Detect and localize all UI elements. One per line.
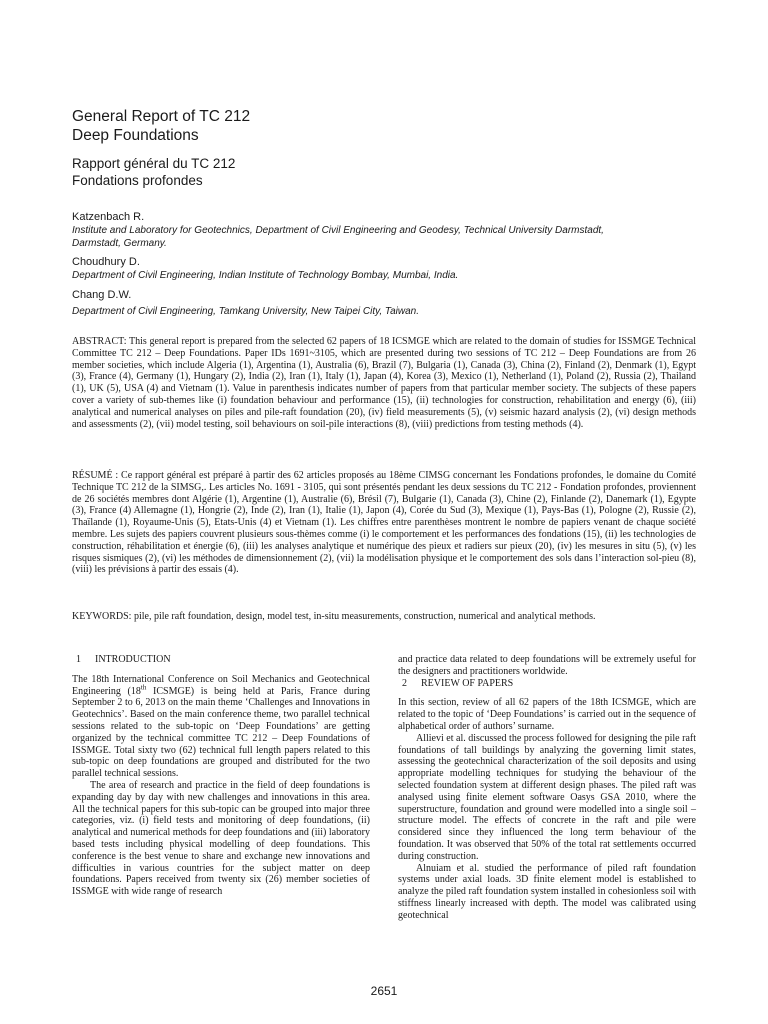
resume: RÉSUMÉ : Ce rapport général est préparé à partir des 62 articles proposés au 18ème CIMSG concernant les Fondations profondes, le domaine du Comité Technique TC 212 de la SIMSG,. Les articles No. 1691 - 3105, qui sont présentés pendant les deux sessions du TC 212 - Fondation profondes, proviennent de 26 sociétés membres dont Algérie (1), Argentine (1), Australie (6), Brésil (7), Bulgarie (1), Canada (3), Chine (2), Finlande (2), Danemark (1), Egypte (3), France (4) Allemagne (1), Hongrie (2), Inde (2), Iran (1), Italie (1), Japon (4), Corée du Sud (3), Mexique (1), Pays-Bas (1), Pologne (2), Russie (2), Thaïlande (1), Royaume-Unis (5), Etats-Unis (4) et Vietnam (1). Les chiffres entre parenthèses montrent le nombre de papiers venant de chaque société membre. Les sujets des papiers couvrent plusieurs sous-thèmes comme (i) le comportement et les performances des fondations (15), (ii) les technologies de construction, réhabilitation et énergie (6), (iii) les analyses analytique et numérique des pieux et radiers sur pieux (20), (iv) les mesures in situ (5), (v) les risques sismiques (2), (vi) les méthodes de dimensionnement (2), (vii) la modélisation physique et le comportement des sols dans l’interaction sol-pieu (8), (viii) les prévisions à partir des essais (4).	[72, 470, 696, 576]
author-affiliation: Department of Civil Engineering, Indian Institute of Technology Bombay, Mumbai, India.	[72, 270, 459, 281]
author-block-2	[72, 256, 712, 282]
right-column	[398, 654, 696, 922]
section-title: INTRODUCTION	[95, 654, 171, 665]
author-block-3	[72, 289, 712, 318]
section-heading-introduction	[72, 654, 370, 666]
section-heading-review	[398, 678, 696, 690]
section-number: 1	[76, 654, 81, 665]
author-name: Katzenbach R.	[72, 211, 145, 223]
page-number: 2651	[370, 984, 398, 998]
abstract: ABSTRACT: This general report is prepared from the selected 62 papers of 18 ICSMGE which are related to the domain of studies for ISSMGE Technical Committee TC 212 – Deep Foundations. Paper IDs 1691~3105, which are presented during two sessions of TC 212 – Deep Foundations are from 26 member societies, which include Algeria (1), Argentina (1), Australia (6), Brazil (7), Bulgaria (1), Canada (3), China (2), Finland (2), Denmark (1), Egypt (3), France (4), Germany (1), Hungary (2), India (2), Iran (1), Italy (1), Japan (4), Korea (3), Mexico (1), Netherland (1), Poland (2), Russia (2), Thailand (1), UK (5), USA (4) and Vietnam (1). Value in parenthesis indicates number of papers from that particular member society. The subjects of these papers cover a variety of sub-themes like (i) foundation behaviour and performance (15), (ii) technologies for construction, rehabilitation and energy (6), (iii) analytical and numerical analyses on piles and pile-raft foundation (20), (iv) field measurements (5), (v) seismic hazard analysis (2), (vi) design methods and assessments (2), (vii) model testing, soil behaviours on soil-pile interactions (8), (viii) predictions from testing methods (4).	[72, 336, 696, 430]
paper-title	[72, 107, 250, 145]
review-paragraph-1: In this section, review of all 62 papers of the 18th ICSMGE, which are related to the topic of ‘Deep Foundations’ is carried out in the sequence of alphabetical order of authors’ surname.	[398, 697, 696, 732]
keywords: KEYWORDS: pile, pile raft foundation, design, model test, in-situ measurements, construction, numerical and analytical methods.	[72, 611, 596, 622]
author-name: Chang D.W.	[72, 289, 132, 301]
author-affiliation: Institute and Laboratory for Geotechnics, Department of Civil Engineering and Geodesy, Technical University Darmstadt, Darmstadt, Germany.	[72, 225, 604, 249]
title-line-2: Deep Foundations	[72, 127, 199, 144]
left-column	[72, 654, 370, 898]
review-paragraph-allievi: Allievi et al. discussed the process followed for designing the pile raft foundations of tall buildings by analyzing the governing limit states, assessing the geotechnical characterization of the soil deposits and using appropriate modelling techniques for studying the behaviour of the selected foundation system at different design phases. The piled raft was analysed using finite element software Oasys GSA 2010, where the superstructure, foundation and ground were modelled into a single soil – structure model. The effects of concrete in the raft and pile were considered since they influenced the long term behaviour of the foundation. It was observed that 50% of the total rat settlements occurred during construction.	[398, 732, 696, 862]
subtitle-line-1: Rapport général du TC 212	[72, 156, 236, 171]
intro-paragraph-1: The 18th International Conference on Soil Mechanics and Geotechnical Engineering (18th ICSMGE) is being held at Paris, France during September 2 to 6, 2013 on the main theme ‘Challenges and Innovations in Geotechnics’. Based on the main conference theme, two parallel technical sessions related to the sub-topic on ‘Deep Foundations’ are getting organized by the technical committee TC 212 – Deep Foundations of ISSMGE. Total sixty two (62) technical full length papers related to this sub-topic on deep foundations are grouped and distributed for the two parallel technical sessions.	[72, 673, 371, 780]
subtitle-line-2: Fondations profondes	[72, 173, 203, 188]
author-affiliation: Department of Civil Engineering, Tamkang University, New Taipei City, Taiwan.	[72, 306, 420, 317]
intro-paragraph-2: The area of research and practice in the field of deep foundations is expanding day by day with new challenges and innovations in this area. All the technical papers for this sub-topic can be grouped into major three categories, viz. (i) field tests and monitoring of deep foundations, (ii) analytical and numerical methods for deep foundations and (iii) laboratory based tests including physical modelling of deep foundations. This conference is the best venue to share and exchange new innovations and difficulties in various countries for the subject matter on deep foundations. Papers received from twenty six (26) member societies of ISSMGE with wide range of research	[72, 779, 370, 898]
intro-paragraph-continued: and practice data related to deep foundations will be extremely useful for the designers and practitioners worldwide.	[398, 654, 696, 677]
section-number: 2	[402, 677, 407, 689]
title-line-1: General Report of TC 212	[72, 108, 251, 125]
review-paragraph-alnuiam: Alnuiam et al. studied the performance of piled raft foundation systems under axial loads. 3D finite element model is established to analyze the piled raft foundation system installed in cohesionless soil with stiffness linearly increased with depth. The model was calibrated using geotechnical	[398, 862, 696, 921]
section-title: REVIEW OF PAPERS	[421, 677, 514, 689]
author-name: Choudhury D.	[72, 256, 140, 268]
author-block-1	[72, 211, 652, 250]
paper-subtitle-french	[72, 155, 235, 189]
